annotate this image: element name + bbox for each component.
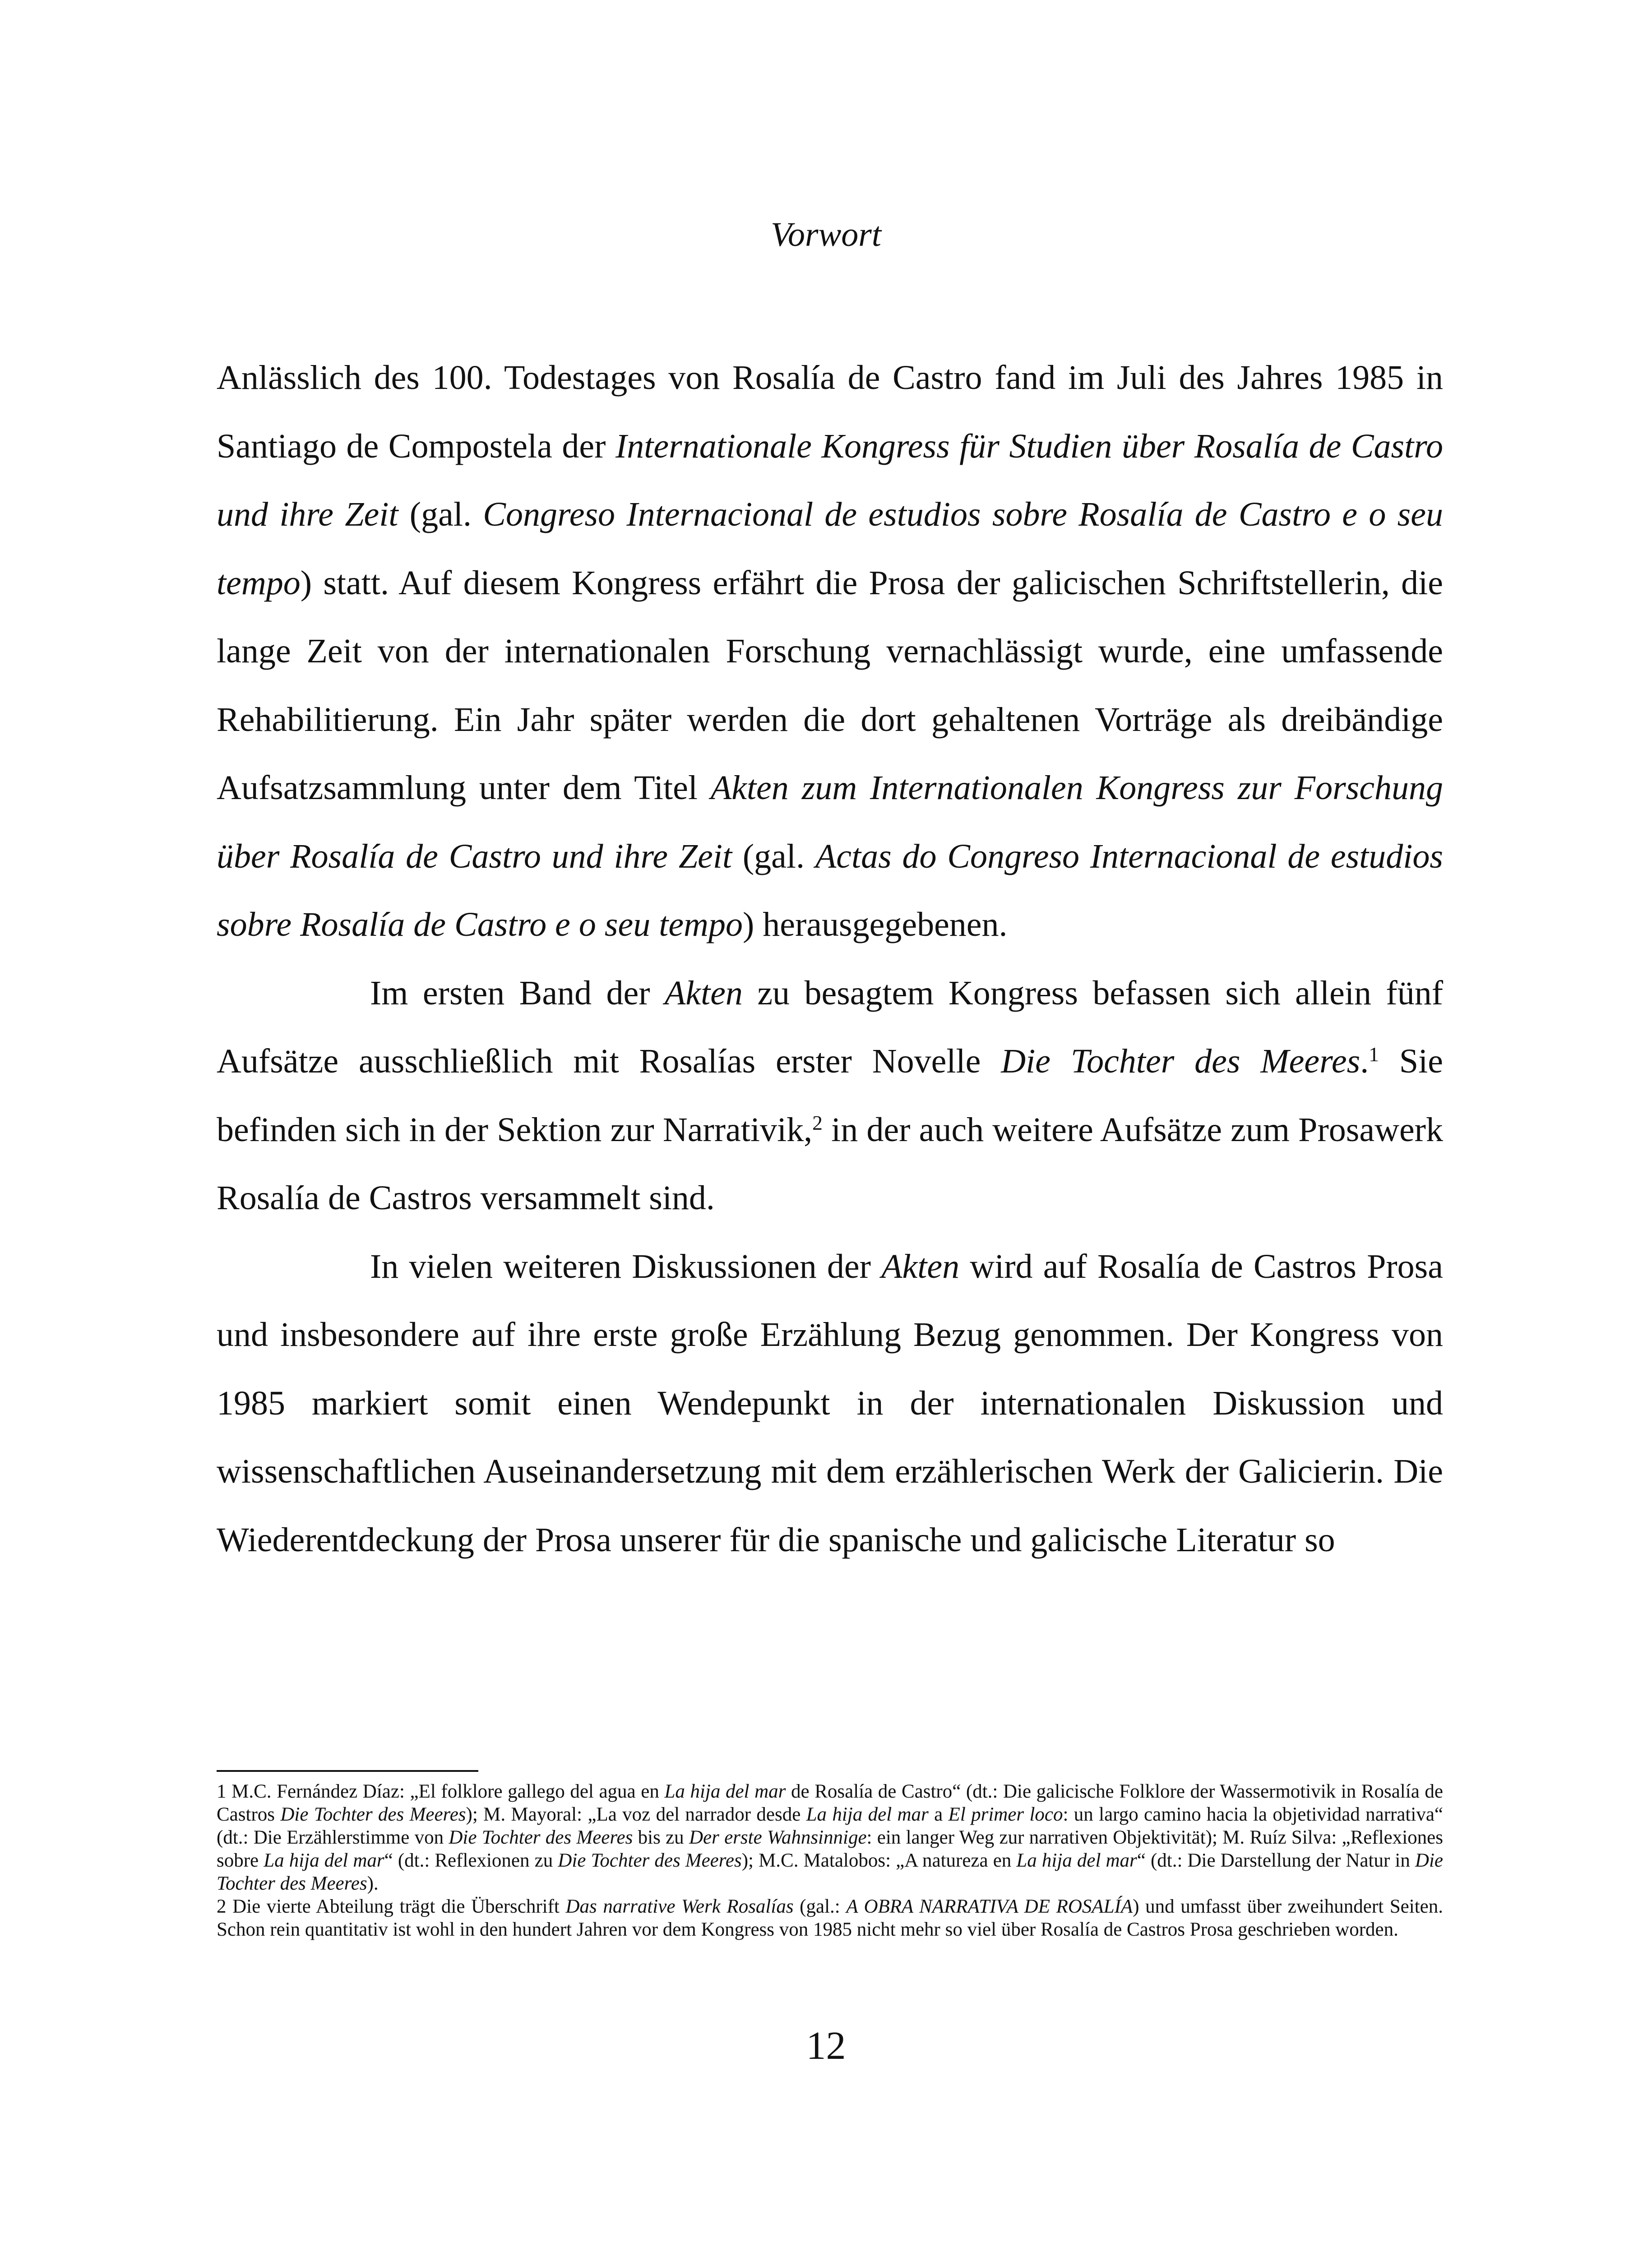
text-run: In vielen weiteren Diskussionen der — [370, 1247, 882, 1285]
italic-text: Actas do Congreso Internacional de estudios sobre Rosalía de Castro e o seu tempo — [217, 837, 1443, 943]
footnote-marker: 1 — [1369, 1042, 1379, 1066]
italic-text: Die Tochter des Meeres — [1001, 1042, 1360, 1080]
italic-text: Akten zum Internationalen Kongress zur Forschung über Rosalía de Castro und ihre Zeit — [217, 769, 1443, 875]
italic-text: Die Tochter des Meeres — [449, 1827, 633, 1848]
text-run: Anlässlich des 100. Todestages von Rosalía de Castro fand im Juli des Jahres 1985 in Santiago de Compostela der — [217, 359, 1443, 465]
text-run: ) herausgegebenen. — [742, 906, 1008, 943]
italic-text: La hija del mar — [806, 1804, 929, 1825]
footnote — [217, 1895, 1443, 1941]
text-run: . — [1360, 1042, 1369, 1080]
paragraph — [217, 344, 1443, 959]
text-run: “ (dt.: Reflexionen zu — [384, 1850, 558, 1871]
italic-text: Der erste Wahnsinnige — [689, 1827, 867, 1848]
italic-text: Akten — [881, 1247, 960, 1285]
text-run: in der auch weitere Aufsätze zum Prosawerk Rosalía de Castros versammelt sind. — [217, 1110, 1443, 1217]
page-number: 12 — [806, 2024, 846, 2068]
text-run: (gal. — [398, 495, 483, 533]
italic-text: La hija del mar — [664, 1781, 786, 1802]
text-run: de Rosalía de Castro“ (dt.: Die galicische Folklore der Wassermotivik in Rosalía de Castros — [217, 1781, 1443, 1825]
italic-text: Die Tochter des Meeres — [558, 1850, 742, 1871]
italic-text: Die Tochter des Meeres — [280, 1804, 466, 1825]
text-run: 2 Die vierte Abteilung trägt die Überschrift — [217, 1896, 566, 1917]
text-run: ); M.C. Matalobos: „A natureza en — [741, 1850, 1017, 1871]
text-run: (gal.: — [793, 1896, 847, 1917]
text-run: : ein langer Weg zur narrativen Objektivität); M. Ruíz Silva: „Reflexiones sobre — [217, 1827, 1444, 1871]
body-text — [217, 344, 1443, 1574]
text-run: ) und umfasst über zweihundert Seiten. Schon rein quantitativ ist wohl in den hundert Jahren vor dem Kongress von 1985 nicht mehr so viel über Rosalía de Castros Prosa geschrieben worden. — [217, 1896, 1443, 1940]
text-run: : un largo camino hacia la objetividad narrativa“ (dt.: Die Erzählerstimme von — [217, 1804, 1443, 1848]
italic-text: Akten — [664, 974, 743, 1012]
italic-text: Das narrative Werk Rosalías — [565, 1896, 794, 1917]
text-run: bis zu — [633, 1827, 689, 1848]
italic-text: La hija del mar — [264, 1850, 384, 1871]
text-run: ) statt. Auf diesem Kongress erfährt die Prosa der galicischen Schriftstellerin, die lange Zeit von der internationalen Forschung vernachlässigt wurde, eine umfassende Rehabilitierung. Ein Jahr später werden die dort gehaltenen Vorträge als dreibändige Aufsatzsammlung unter dem Titel — [217, 564, 1443, 807]
italic-text: Congreso Internacional de estudios sobre Rosalía de Castro e o seu tempo — [217, 495, 1443, 602]
text-run: ); M. Mayoral: „La voz del narrador desde — [466, 1804, 806, 1825]
paragraph — [217, 1233, 1443, 1575]
paragraph — [217, 959, 1443, 1233]
text-run: ). — [367, 1873, 379, 1894]
italic-text: El primer loco — [948, 1804, 1063, 1825]
italic-text: A OBRA NARRATIVA DE ROSALÍA — [846, 1896, 1133, 1917]
footnote-marker: 2 — [812, 1111, 823, 1134]
footnote — [217, 1780, 1443, 1895]
italic-text: Die Tochter des Meeres — [217, 1850, 1443, 1894]
footnotes — [217, 1780, 1443, 1941]
italic-text: Internationale Kongress für Studien über Rosalía de Castro und ihre Zeit — [217, 427, 1443, 533]
text-run: a — [928, 1804, 949, 1825]
text-run: (gal. — [732, 837, 815, 875]
text-run: wird auf Rosalía de Castros Prosa und insbesondere auf ihre erste große Erzählung Bezug genommen. Der Kongress von 1985 markiert somit einen Wendepunkt in der internationalen Diskussion und wissenschaftlichen Auseinandersetzung mit dem erzählerischen Werk der Galicierin. Die Wiederentdeckung der Prosa unserer für die spanische und galicische Literatur so — [217, 1247, 1443, 1559]
text-run: “ (dt.: Die Darstellung der Natur in — [1137, 1850, 1415, 1871]
footnote-separator — [217, 1770, 478, 1772]
text-run: Im ersten Band der — [370, 974, 665, 1012]
page-title: Vorwort — [771, 216, 881, 254]
italic-text: La hija del mar — [1016, 1850, 1137, 1871]
text-run: zu besagtem Kongress befassen sich allein fünf Aufsätze ausschließlich mit Rosalías erster Novelle — [217, 974, 1443, 1080]
text-run: Sie befinden sich in der Sektion zur Narrativik, — [217, 1042, 1444, 1149]
text-run: 1 M.C. Fernández Díaz: „El folklore gallego del agua en — [217, 1781, 665, 1802]
